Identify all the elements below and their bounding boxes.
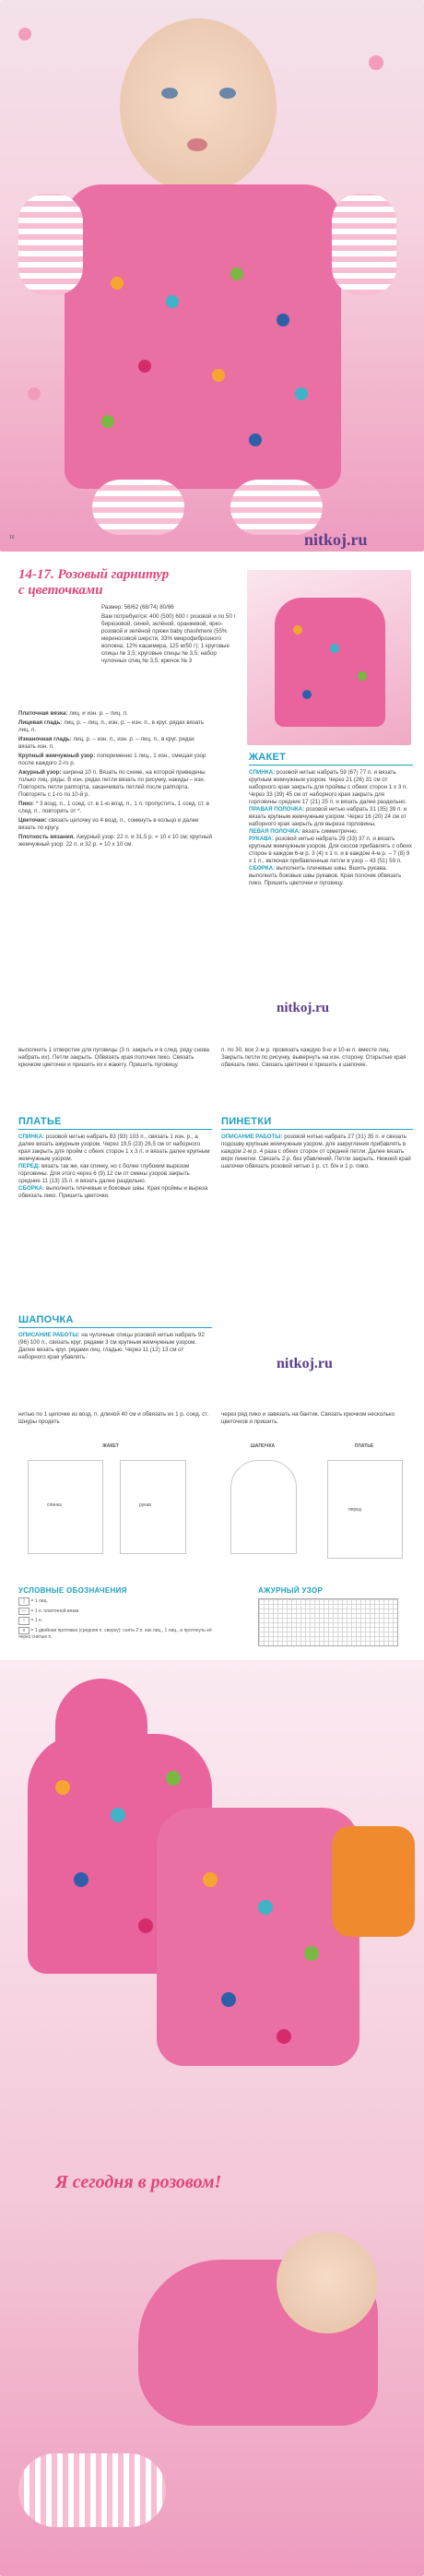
jacket-left-text: вязать симметрично. [301,828,359,835]
legend-item: ○ = 1 н. [18,1617,212,1625]
pattern-text: лиц. р. – изн. п., изн. р. – лиц. п., в круг. рядах вязать изн. п. [18,736,194,750]
hat-text: на чулочные спицы розовой нитью набрать 92 (96) 100 п., связать круг. рядами 3 см крупным жемчужным узором. Далее вязать круг. рядами лиц. гладью. Через 11 (12) 13 см от наборного края убавлять. [18,1332,205,1360]
pattern-name: Пико: [18,801,35,807]
intro-needs: Вам потребуется: 400 (500) 600 г розовой и по 50 г бирюзовой, синей, зелёной, оранжевой, ярко-розовой и зелёной пряжи baby chashmere (55% мериносовой шерсти, 33% микрофиброзного волокна, 12% кашемира, 125 м/50 г); 1 круговые спицы № 3,5; круговые спицы № 3,5; набор чулочных спиц № 3,5; крючок № 3 [101,613,236,664]
schema-dress [313,1443,415,1563]
middle-text: выполнить 1 отверстие для пуговицы (3 п. закрыть и в след. ряду снова набрать их). Петли закрыть. Обвязать края полочек пико. Связать крючком цветочки и пришить их к жакету. Пришить пуговицу. [18,1047,209,1068]
dress-header: ПЛАТЬЕ [18,1116,62,1127]
legend-item: ∧ = 1 двойная протяжка (средняя п. сверху): снять 2 п. как лиц., 1 лиц., и протянуть её через снятые п. [18,1627,212,1640]
title-number: 14-17. [18,567,54,582]
pattern-text: ширина 10 п. Вязать по схеме, на которой приведены только лиц. ряды. В изн. рядах петли вязать по рисунку, накиды – изн. Повторять петли раппорта, заканчивать петлей после раппорта. Повторять с 1-го по 10-й р. [18,769,206,798]
pattern-name: Крупный жемчужный узор: [18,753,96,759]
jacket-back-text: розовой нитью набрать 59 (67) 77 п. и вязать крупным жемчужным узором. Через 21 (26) 31 см от наборного края закрыть для проймы с обеих сторон 1 x 3 п. Через 33 (39) 45 см от наборного края закрыть для горловины средние 17 (21) 25 п. и вязать далее раздельно. [249,769,408,805]
dress-front-text: вязать так же, как спинку, но с более глубоким вырезом горловины. Для этого через 6 (9) 12 см от смены узоров закрыть средние 11 (13) 15 п. и вязать далее раздельно. [18,1163,190,1184]
intro-size: Размер: 56/62 (68/74) 80/86 [101,604,174,611]
jacket-assembly-text: выполнить плечевые швы. Вшить рукава, выполнить боковые швы рукавов. Края полочек обвязать пико. Пришить цветочки и пуговицу. [249,865,402,886]
pattern-name: Лицевая гладь: [18,719,63,726]
pattern-name: Изнаночная гладь: [18,736,72,742]
pattern-name: Ажурный узор: [18,769,62,776]
schema-jacket-title: ЖАКЕТ [102,1443,119,1449]
top-photo [0,0,424,552]
schema-hat-title: ШАПОЧКА [250,1443,276,1449]
hat-header: ШАПОЧКА [18,1314,74,1325]
schema-front-label: перед [348,1507,361,1513]
dress-front-label: ПЕРЕД: [18,1163,41,1169]
jacket-header: ЖАКЕТ [249,752,287,763]
watermark-lower: nitkoj.ru [277,1356,333,1371]
pattern-name: Цветочки: [18,817,47,824]
bottom-text-right: через ряд пико и завязать на бантик. Связать крючком несколько цветочков и пришить. [221,1411,395,1425]
pink-dress [65,184,341,489]
pattern-text: Ажурный узор: 22 п. и 31,5 р. = 10 х 10 см; крупный жемчужный узор: 22 п. и 32 р. = 10 х 10 см. [18,834,212,848]
jacket-photo [247,570,411,745]
dress-assembly-text: выполнить плечевые и боковые швы. Края проймы и выреза обвязать пико. Пришить цветочки. [18,1185,208,1199]
jacket-left-label: ЛЕВАЯ ПОЛОЧКА: [249,828,301,835]
ajur-grid [258,1598,398,1646]
pattern-text: попеременно 1 лиц., 1 изн., смещая узор после каждого 2-го р. [18,753,206,766]
schema-jacket [18,1443,203,1563]
pattern-text: лиц. и изн. р. – лиц. п. [69,710,128,717]
legend-header: УСЛОВНЫЕ ОБОЗНАЧЕНИЯ [18,1586,127,1595]
jacket-right-label: ПРАВАЯ ПОЛОЧКА: [249,806,305,813]
schema-sleeve-label: рукав [139,1502,151,1508]
booties-section [221,1116,413,1170]
slogan: Я сегодня в розовом! [55,2172,222,2192]
dress-back-text: розовой нитью набрать 83 (93) 103 п., связать 1 изн. р., а далее вязать ажурным узором. Через 19,5 (23) 26,5 см от наборного края закрыть для пройм с обеих сторон 1 x 3 п. и вязать далее крупным жемчужным узором. [18,1134,210,1162]
legend-item: | = 1 лиц. [18,1597,212,1606]
jacket-right-text: розовой нитью набрать 31 (35) 39 п. и вязать крупным жемчужным узором. Через 16 (20) 24 см от наборного края закрыть для выреза горловины. [249,806,407,827]
jacket-sleeve-text: розовой нитью набрать 29 (33) 37 п. и вязать крупным жемчужным узором. Для скосов прибавлять с обеих сторон в каждом 6-м р. 3 (4) x 1 п. и в каждом 4-м р. – 7 (8) 9 x 1 п., включая прибавленные петли в узор – 43 (51) 59 п. [249,836,412,864]
schema-back-label: спинка [47,1502,62,1508]
right-mid-text: п. по 30, все 2-м р. провязать каждую 9-ю и 10-ю п. вместе лиц. Закрыть петли по рисунку, вывернуть на изн. сторону. Открытые края обвязать пико. Связать цветочки и пришить к шапочке. [221,1047,406,1068]
bottom-text-left: нитью по 1 цепочке из возд. п. длиной 40 см и обвязать их 1 р. соед. ст. Шнуры продеть [18,1411,209,1425]
legend-item: — = 1 п. платочной вязки [18,1608,212,1616]
page-number: 16 [9,535,15,540]
schema-hat [221,1443,304,1563]
ajur-header: АЖУРНЫЙ УЗОР [258,1586,324,1595]
watermark-mid: nitkoj.ru [277,1001,330,1015]
ajur-chart [258,1586,415,1646]
title-block [18,567,236,665]
jacket-sleeve-label: РУКАВА: [249,836,274,842]
legend [18,1586,212,1643]
pattern-text: лиц. р. – лиц. п., изн. р. – изн. п., в круг. рядах вязать лиц. п. [18,719,205,733]
jacket-back-label: СПИНКА: [249,769,276,776]
pattern-text: * 3 возд. п., 1 соед. ст. в 1-ю возд. п., 1 п. пропустить, 1 соед. ст. в след. п., повторять от *. [18,801,210,814]
dress-back-label: СПИНКА: [18,1134,45,1140]
watermark-top: nitkoj.ru [304,530,368,549]
title-line2: с цветочками [18,583,103,598]
booties-text: розовой нитью набрать 27 (31) 35 п. и связать подошву крупным жемчужным узором, для закругления прибавлять в каждом 2-м р. 4 раза с обеих сторон от средней петли. Далее вязать верх пинетки. Связать 2 р. без убавлений. Петли закрыть. Нижний край шапочки обвязать розовой нитью 1 р. ст. б/н и 1 р. пико. [221,1134,411,1169]
pattern-name: Платочная вязка: [18,710,68,717]
schema-dress-title: ПЛАТЬЕ [354,1443,374,1449]
baby-head [120,18,277,194]
pattern-name: Плотность вязания. [18,834,76,840]
jacket-assembly-label: СБОРКА: [249,865,276,872]
booties-header: ПИНЕТКИ [221,1116,272,1127]
booties-label: ОПИСАНИЕ РАБОТЫ: [221,1134,283,1140]
patterns-list [18,710,212,850]
hat-label: ОПИСАНИЕ РАБОТЫ: [18,1332,80,1338]
hat-section [18,1314,212,1361]
dress-assembly-label: СБОРКА: [18,1185,45,1192]
jacket-section [249,752,413,887]
pattern-text: связать цепочку из 4 возд. п., сомкнуть в кольцо и далее вязать по кругу. [18,817,199,831]
dress-section [18,1116,212,1200]
title-line1: Розовый гарнитур [57,567,170,582]
bottom-photo [0,1660,424,2576]
